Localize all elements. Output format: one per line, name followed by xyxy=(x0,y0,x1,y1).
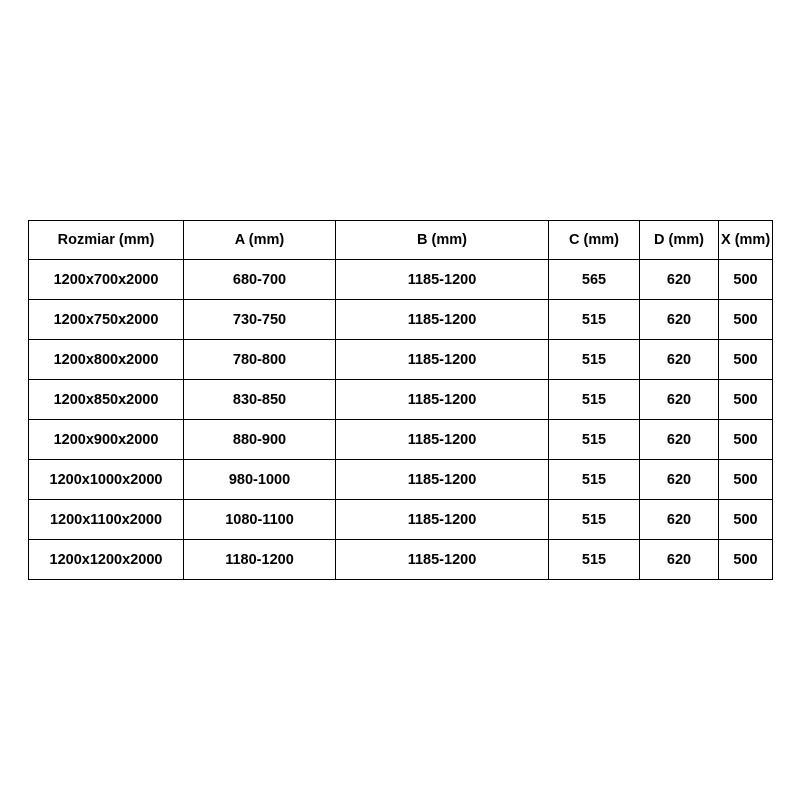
cell-a: 1080-1100 xyxy=(184,500,336,540)
cell-d: 620 xyxy=(640,420,719,460)
cell-rozmiar: 1200x700x2000 xyxy=(29,260,184,300)
cell-b: 1185-1200 xyxy=(336,260,549,300)
cell-c: 515 xyxy=(549,300,640,340)
cell-b: 1185-1200 xyxy=(336,420,549,460)
cell-c: 515 xyxy=(549,340,640,380)
cell-d: 620 xyxy=(640,340,719,380)
table-row xyxy=(29,260,773,300)
cell-c: 565 xyxy=(549,260,640,300)
cell-x: 500 xyxy=(719,460,773,500)
cell-b: 1185-1200 xyxy=(336,500,549,540)
cell-b: 1185-1200 xyxy=(336,540,549,580)
cell-a: 680-700 xyxy=(184,260,336,300)
table-row xyxy=(29,380,773,420)
cell-d: 620 xyxy=(640,300,719,340)
cell-a: 730-750 xyxy=(184,300,336,340)
table-header-row xyxy=(29,221,773,260)
cell-c: 515 xyxy=(549,420,640,460)
table-row xyxy=(29,540,773,580)
cell-rozmiar: 1200x900x2000 xyxy=(29,420,184,460)
spec-table-container xyxy=(28,220,772,580)
cell-d: 620 xyxy=(640,260,719,300)
cell-x: 500 xyxy=(719,420,773,460)
cell-rozmiar: 1200x1100x2000 xyxy=(29,500,184,540)
cell-b: 1185-1200 xyxy=(336,340,549,380)
cell-d: 620 xyxy=(640,460,719,500)
cell-a: 980-1000 xyxy=(184,460,336,500)
column-header-c: C (mm) xyxy=(549,221,640,260)
column-header-d: D (mm) xyxy=(640,221,719,260)
cell-x: 500 xyxy=(719,500,773,540)
cell-b: 1185-1200 xyxy=(336,380,549,420)
table-header xyxy=(29,221,773,260)
table-row xyxy=(29,300,773,340)
table-row xyxy=(29,460,773,500)
cell-x: 500 xyxy=(719,540,773,580)
cell-a: 830-850 xyxy=(184,380,336,420)
column-header-rozmiar: Rozmiar (mm) xyxy=(29,221,184,260)
cell-a: 880-900 xyxy=(184,420,336,460)
table-row xyxy=(29,420,773,460)
cell-x: 500 xyxy=(719,380,773,420)
cell-d: 620 xyxy=(640,540,719,580)
cell-x: 500 xyxy=(719,300,773,340)
cell-c: 515 xyxy=(549,500,640,540)
cell-a: 1180-1200 xyxy=(184,540,336,580)
cell-rozmiar: 1200x800x2000 xyxy=(29,340,184,380)
column-header-a: A (mm) xyxy=(184,221,336,260)
cell-rozmiar: 1200x1000x2000 xyxy=(29,460,184,500)
cell-c: 515 xyxy=(549,460,640,500)
cell-x: 500 xyxy=(719,260,773,300)
table-row xyxy=(29,500,773,540)
cell-c: 515 xyxy=(549,540,640,580)
cell-d: 620 xyxy=(640,500,719,540)
table-row xyxy=(29,340,773,380)
cell-b: 1185-1200 xyxy=(336,460,549,500)
cell-rozmiar: 1200x750x2000 xyxy=(29,300,184,340)
cell-b: 1185-1200 xyxy=(336,300,549,340)
column-header-b: B (mm) xyxy=(336,221,549,260)
cell-rozmiar: 1200x1200x2000 xyxy=(29,540,184,580)
cell-c: 515 xyxy=(549,380,640,420)
cell-x: 500 xyxy=(719,340,773,380)
cell-a: 780-800 xyxy=(184,340,336,380)
size-specification-table xyxy=(28,220,773,580)
table-body xyxy=(29,260,773,580)
cell-rozmiar: 1200x850x2000 xyxy=(29,380,184,420)
cell-d: 620 xyxy=(640,380,719,420)
column-header-x: X (mm) xyxy=(719,221,773,260)
